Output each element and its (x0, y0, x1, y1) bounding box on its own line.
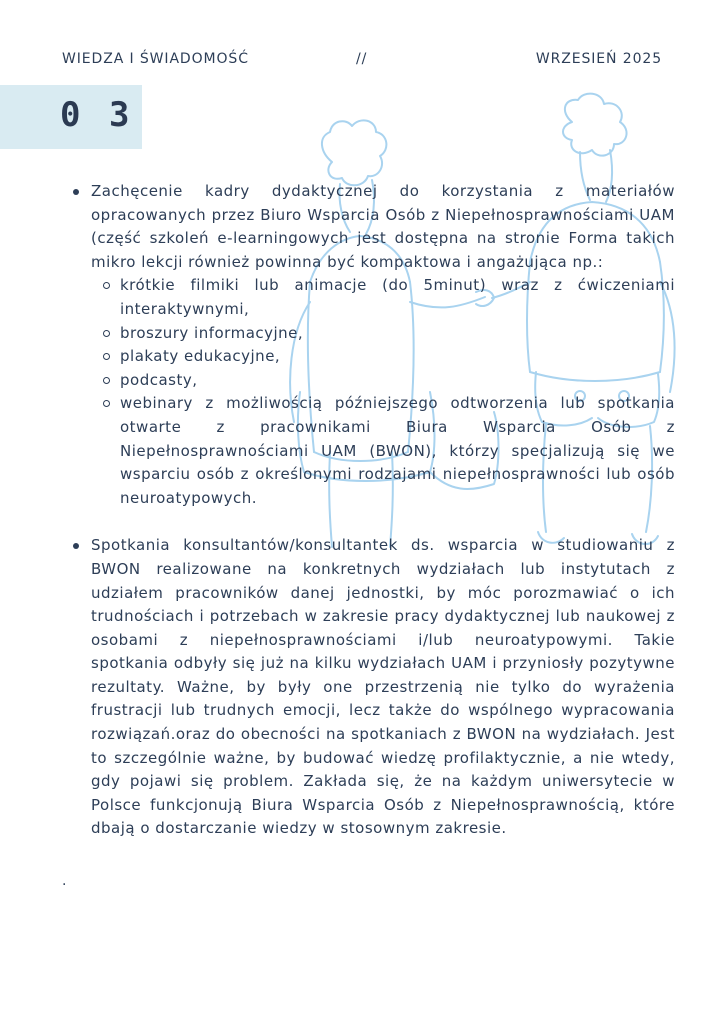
header-category: WIEDZA I ŚWIADOMOŚĆ (62, 51, 249, 67)
spacer (70, 510, 675, 534)
bullet-text: Spotkania konsultantów/konsultantek ds. wsparcia w studiowaniu z BWON realizowane na konkretnych wydziałach lub instytutach z udziałem pracowników danej jednostki, by móc porozmawiać o ich trudnościach i potrzebach w zakresie pracy dydaktycznej lub naukowej z osobami z niepełnosprawnościami i/lub neuroatypowymi. Takie spotkania odbyły się już na kilku wydziałach UAM i przyniosły pozytywne rezultaty. Ważne, by były one przestrzenią nie tylko do wyrażenia frustracji lub trudnych emocji, lecz także do wspólnego wypracowania rozwiązań.oraz do obecności na spotkaniach z BWON na wydziałach. Jest to szczególnie ważne, by budować wiedzę profilaktycznie, a nie wtedy, gdy pojawi się problem. Zakłada się, że na każdym uniwersytecie w Polsce funkcjonują Biura Wsparcia Osób z Niepełnosprawnością, które dbają o dostarczanie wiedzy w stosownym zakresie. (91, 536, 675, 838)
sub-bullet-item: krótkie filmiki lub animacje (do 5minut) wraz z ćwiczeniami interaktywnymi, (91, 274, 675, 321)
sub-bullet-list (91, 274, 675, 510)
bullet-item (70, 534, 675, 841)
sub-bullet-item: plakaty edukacyjne, (91, 345, 675, 369)
section-number: 0 3 (60, 95, 134, 135)
header-date: WRZESIEŃ 2025 (535, 51, 662, 67)
bullet-list (70, 180, 675, 841)
section-number-box (0, 85, 142, 149)
page-header (62, 51, 662, 71)
bullet-text: Zachęcenie kadry dydaktycznej do korzystania z materiałów opracowanych przez Biuro Wsparcia Osób z Niepełnosprawnościami UAM (część szkoleń e-learningowych jest dostępna na stronie Forma takich mikro lekcji również powinna być kompaktowa i angażująca np.: (91, 182, 675, 271)
trailing-mark: . (62, 873, 67, 889)
sub-bullet-item: broszury informacyjne, (91, 322, 675, 346)
sub-bullet-item: webinary z możliwością późniejszego odtworzenia lub spotkania otwarte z pracownikami Biura Wsparcia Osób z Niepełnosprawnościami UAM (BWON), którzy specjalizują się we wsparciu osób z określonymi rodzajami niepełnosprawności lub osób neuroatypowych. (91, 392, 675, 510)
sub-bullet-item: podcasty, (91, 369, 675, 393)
header-separator: // (356, 51, 368, 67)
bullet-item (70, 180, 675, 510)
main-content (70, 180, 675, 841)
